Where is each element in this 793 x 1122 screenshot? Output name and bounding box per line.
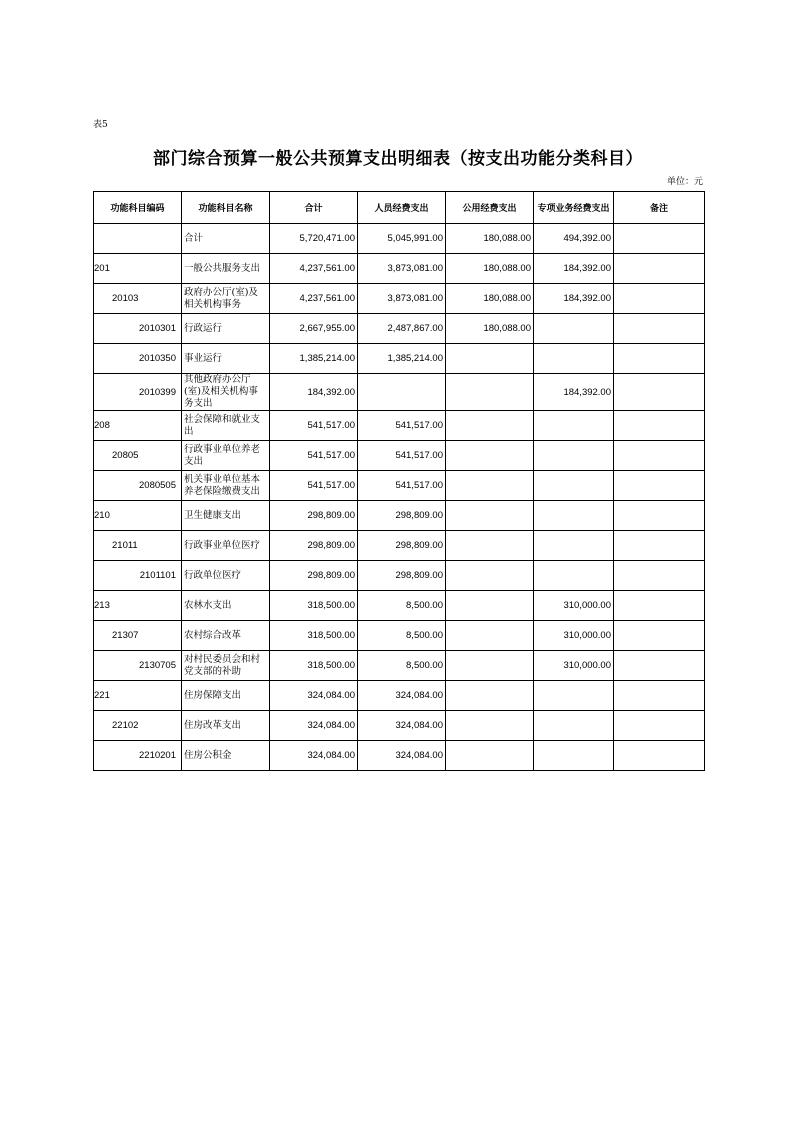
row-note [614, 561, 705, 591]
row-code: 201 [94, 254, 182, 284]
row-total: 298,809.00 [270, 561, 358, 591]
row-special [534, 681, 614, 711]
row-name: 对村民委员会和村党支部的补助 [182, 651, 270, 681]
table-row [94, 711, 705, 741]
table-number: 表5 [93, 120, 108, 130]
table-row [94, 224, 705, 254]
row-note [614, 621, 705, 651]
row-personnel: 1,385,214.00 [358, 344, 446, 374]
table-row [94, 501, 705, 531]
row-public [446, 374, 534, 411]
row-special [534, 711, 614, 741]
row-code: 20805 [94, 441, 182, 471]
table-row [94, 531, 705, 561]
row-code: 21011 [94, 531, 182, 561]
table-row [94, 561, 705, 591]
row-code: 208 [94, 411, 182, 441]
row-code: 213 [94, 591, 182, 621]
row-note [614, 224, 705, 254]
table-row [94, 591, 705, 621]
row-name: 农林水支出 [182, 591, 270, 621]
table-row [94, 314, 705, 344]
row-name: 住房公积金 [182, 741, 270, 771]
row-special: 494,392.00 [534, 224, 614, 254]
row-note [614, 284, 705, 314]
unit-label: 单位：元 [666, 177, 703, 187]
row-public [446, 344, 534, 374]
row-note [614, 651, 705, 681]
row-total: 5,720,471.00 [270, 224, 358, 254]
header-public: 公用经费支出 [446, 192, 534, 224]
row-total: 298,809.00 [270, 501, 358, 531]
row-public: 180,088.00 [446, 224, 534, 254]
row-public [446, 411, 534, 441]
row-note [614, 344, 705, 374]
table-row [94, 741, 705, 771]
row-personnel [358, 374, 446, 411]
row-special: 310,000.00 [534, 651, 614, 681]
row-total: 318,500.00 [270, 651, 358, 681]
row-note [614, 591, 705, 621]
row-public [446, 591, 534, 621]
table-row [94, 441, 705, 471]
row-total: 541,517.00 [270, 441, 358, 471]
row-special [534, 531, 614, 561]
row-special [534, 344, 614, 374]
row-public [446, 531, 534, 561]
row-note [614, 254, 705, 284]
row-public [446, 471, 534, 501]
row-personnel: 541,517.00 [358, 471, 446, 501]
row-name: 一般公共服务支出 [182, 254, 270, 284]
row-total: 298,809.00 [270, 531, 358, 561]
row-code: 21307 [94, 621, 182, 651]
row-total: 4,237,561.00 [270, 284, 358, 314]
row-note [614, 681, 705, 711]
row-personnel: 324,084.00 [358, 681, 446, 711]
row-public: 180,088.00 [446, 284, 534, 314]
row-code: 2080505 [94, 471, 182, 501]
row-special [534, 314, 614, 344]
row-note [614, 501, 705, 531]
row-public [446, 621, 534, 651]
row-special [534, 501, 614, 531]
row-name: 其他政府办公厅(室)及相关机构事务支出 [182, 374, 270, 411]
row-personnel: 8,500.00 [358, 621, 446, 651]
row-special: 310,000.00 [534, 621, 614, 651]
expenditure-table [93, 191, 705, 771]
row-note [614, 741, 705, 771]
row-special [534, 411, 614, 441]
row-personnel: 2,487,867.00 [358, 314, 446, 344]
row-name: 住房改革支出 [182, 711, 270, 741]
row-code: 2210201 [94, 741, 182, 771]
row-name: 行政运行 [182, 314, 270, 344]
row-personnel: 3,873,081.00 [358, 284, 446, 314]
header-special: 专项业务经费支出 [534, 192, 614, 224]
row-total: 324,084.00 [270, 681, 358, 711]
row-name: 机关事业单位基本养老保险缴费支出 [182, 471, 270, 501]
row-public: 180,088.00 [446, 314, 534, 344]
table-body [94, 224, 705, 771]
table-row [94, 651, 705, 681]
row-note [614, 374, 705, 411]
row-special: 184,392.00 [534, 254, 614, 284]
row-note [614, 471, 705, 501]
row-special: 184,392.00 [534, 374, 614, 411]
row-code: 2010399 [94, 374, 182, 411]
row-total: 318,500.00 [270, 591, 358, 621]
row-total: 541,517.00 [270, 471, 358, 501]
row-note [614, 711, 705, 741]
table-row [94, 254, 705, 284]
row-personnel: 324,084.00 [358, 711, 446, 741]
row-name: 卫生健康支出 [182, 501, 270, 531]
row-total: 184,392.00 [270, 374, 358, 411]
row-code: 221 [94, 681, 182, 711]
row-name: 行政事业单位养老支出 [182, 441, 270, 471]
row-code: 210 [94, 501, 182, 531]
row-name: 事业运行 [182, 344, 270, 374]
row-public [446, 441, 534, 471]
page-title: 部门综合预算一般公共预算支出明细表（按支出功能分类科目） [153, 149, 643, 169]
row-special: 184,392.00 [534, 284, 614, 314]
row-total: 2,667,955.00 [270, 314, 358, 344]
row-name: 合计 [182, 224, 270, 254]
row-total: 324,084.00 [270, 711, 358, 741]
row-personnel: 541,517.00 [358, 441, 446, 471]
row-special [534, 561, 614, 591]
row-total: 541,517.00 [270, 411, 358, 441]
row-personnel: 324,084.00 [358, 741, 446, 771]
table-row [94, 411, 705, 441]
row-public [446, 681, 534, 711]
row-name: 政府办公厅(室)及相关机构事务 [182, 284, 270, 314]
table-row [94, 344, 705, 374]
row-note [614, 411, 705, 441]
row-code: 2101101 [94, 561, 182, 591]
header-personnel: 人员经费支出 [358, 192, 446, 224]
row-personnel: 3,873,081.00 [358, 254, 446, 284]
row-note [614, 314, 705, 344]
table-header-row [94, 192, 705, 224]
row-total: 318,500.00 [270, 621, 358, 651]
row-total: 4,237,561.00 [270, 254, 358, 284]
row-total: 324,084.00 [270, 741, 358, 771]
table-row [94, 471, 705, 501]
row-personnel: 298,809.00 [358, 561, 446, 591]
row-note [614, 531, 705, 561]
row-code: 2010301 [94, 314, 182, 344]
row-personnel: 5,045,991.00 [358, 224, 446, 254]
header-note: 备注 [614, 192, 705, 224]
row-personnel: 8,500.00 [358, 591, 446, 621]
row-special: 310,000.00 [534, 591, 614, 621]
table-row [94, 621, 705, 651]
row-name: 行政单位医疗 [182, 561, 270, 591]
row-personnel: 8,500.00 [358, 651, 446, 681]
row-public [446, 741, 534, 771]
row-code: 2130705 [94, 651, 182, 681]
row-code: 20103 [94, 284, 182, 314]
row-name: 行政事业单位医疗 [182, 531, 270, 561]
row-name: 社会保障和就业支出 [182, 411, 270, 441]
row-special [534, 441, 614, 471]
row-special [534, 741, 614, 771]
row-total: 1,385,214.00 [270, 344, 358, 374]
table-row [94, 284, 705, 314]
row-personnel: 298,809.00 [358, 531, 446, 561]
row-public: 180,088.00 [446, 254, 534, 284]
table-row [94, 681, 705, 711]
header-total: 合计 [270, 192, 358, 224]
row-code: 22102 [94, 711, 182, 741]
row-public [446, 711, 534, 741]
row-note [614, 441, 705, 471]
header-name: 功能科目名称 [182, 192, 270, 224]
row-public [446, 501, 534, 531]
row-code [94, 224, 182, 254]
row-public [446, 651, 534, 681]
row-name: 住房保障支出 [182, 681, 270, 711]
row-code: 2010350 [94, 344, 182, 374]
header-code: 功能科目编码 [94, 192, 182, 224]
row-personnel: 541,517.00 [358, 411, 446, 441]
row-public [446, 561, 534, 591]
row-personnel: 298,809.00 [358, 501, 446, 531]
table-row [94, 374, 705, 411]
row-name: 农村综合改革 [182, 621, 270, 651]
row-special [534, 471, 614, 501]
